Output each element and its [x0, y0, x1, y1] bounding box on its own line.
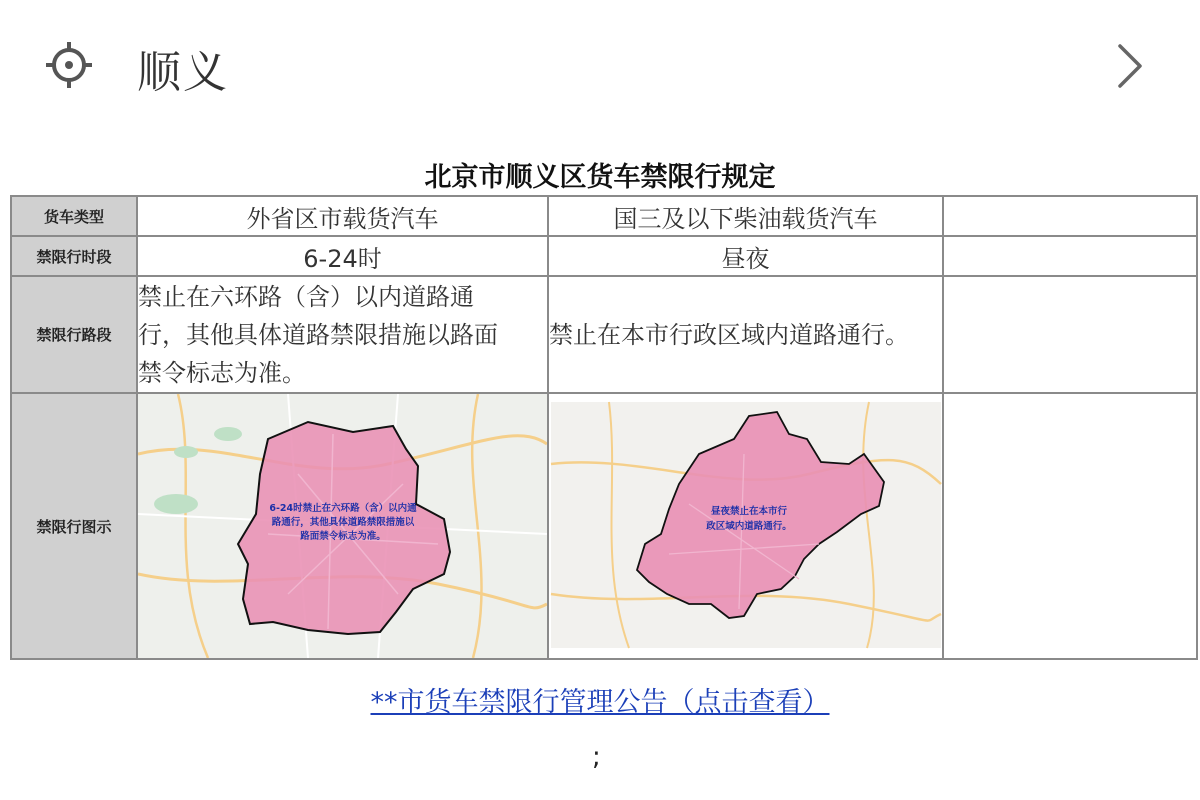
- map-label-line: 路面禁令标志为准。: [300, 531, 386, 542]
- table-cell-road: [137, 276, 548, 393]
- table-row: [11, 196, 1197, 236]
- table-cell: 外省区市载货汽车: [137, 196, 548, 236]
- table-cell-map: [548, 393, 943, 659]
- city-name[interactable]: 顺义: [137, 47, 229, 98]
- road-text-line: 行，其他具体道路禁限措施以路面: [138, 320, 498, 349]
- table-cell: [943, 236, 1197, 276]
- table-cell: 昼夜: [548, 236, 943, 276]
- table-cell-road: [548, 276, 943, 393]
- beijing-citywide-restriction-map: [549, 394, 942, 658]
- table-row: [11, 393, 1197, 659]
- chevron-right-icon[interactable]: [1112, 42, 1146, 90]
- truck-restriction-table: [10, 195, 1198, 660]
- announcement-link[interactable]: **市货车禁限行管理公告（点击查看）: [370, 687, 830, 718]
- road-text-line: 禁止在六环路（含）以内道路通: [138, 282, 474, 311]
- top-bar: [0, 0, 1200, 130]
- crosshair-location-icon[interactable]: [44, 40, 94, 90]
- row-header: 禁限行图示: [11, 393, 137, 659]
- row-header: 禁限行路段: [11, 276, 137, 393]
- map-label-line: 6-24时禁止在六环路（含）以内通: [269, 503, 417, 514]
- row-header: 货车类型: [11, 196, 137, 236]
- road-text-line: 禁令标志为准。: [138, 358, 306, 387]
- road-text-line: 禁止在本市行政区域内道路通行。: [549, 320, 909, 349]
- map-label-line: 昼夜禁止在本市行: [710, 506, 788, 517]
- rules-title: 北京市顺义区货车禁限行规定: [424, 162, 776, 193]
- table-cell-map: [137, 393, 548, 659]
- table-cell: 国三及以下柴油载货汽车: [548, 196, 943, 236]
- table-cell: 6-24时: [137, 236, 548, 276]
- table-row: [11, 276, 1197, 393]
- map-label-line: 路通行，其他具体道路禁限措施以: [271, 517, 415, 528]
- footer-semicolon: ;: [592, 742, 601, 772]
- sixth-ring-restriction-map: [138, 394, 547, 658]
- table-row: [11, 236, 1197, 276]
- table-cell: [943, 276, 1197, 393]
- map-label-line: 政区域内道路通行。: [706, 521, 792, 532]
- row-header: 禁限行时段: [11, 236, 137, 276]
- table-cell: [943, 393, 1197, 659]
- table-cell: [943, 196, 1197, 236]
